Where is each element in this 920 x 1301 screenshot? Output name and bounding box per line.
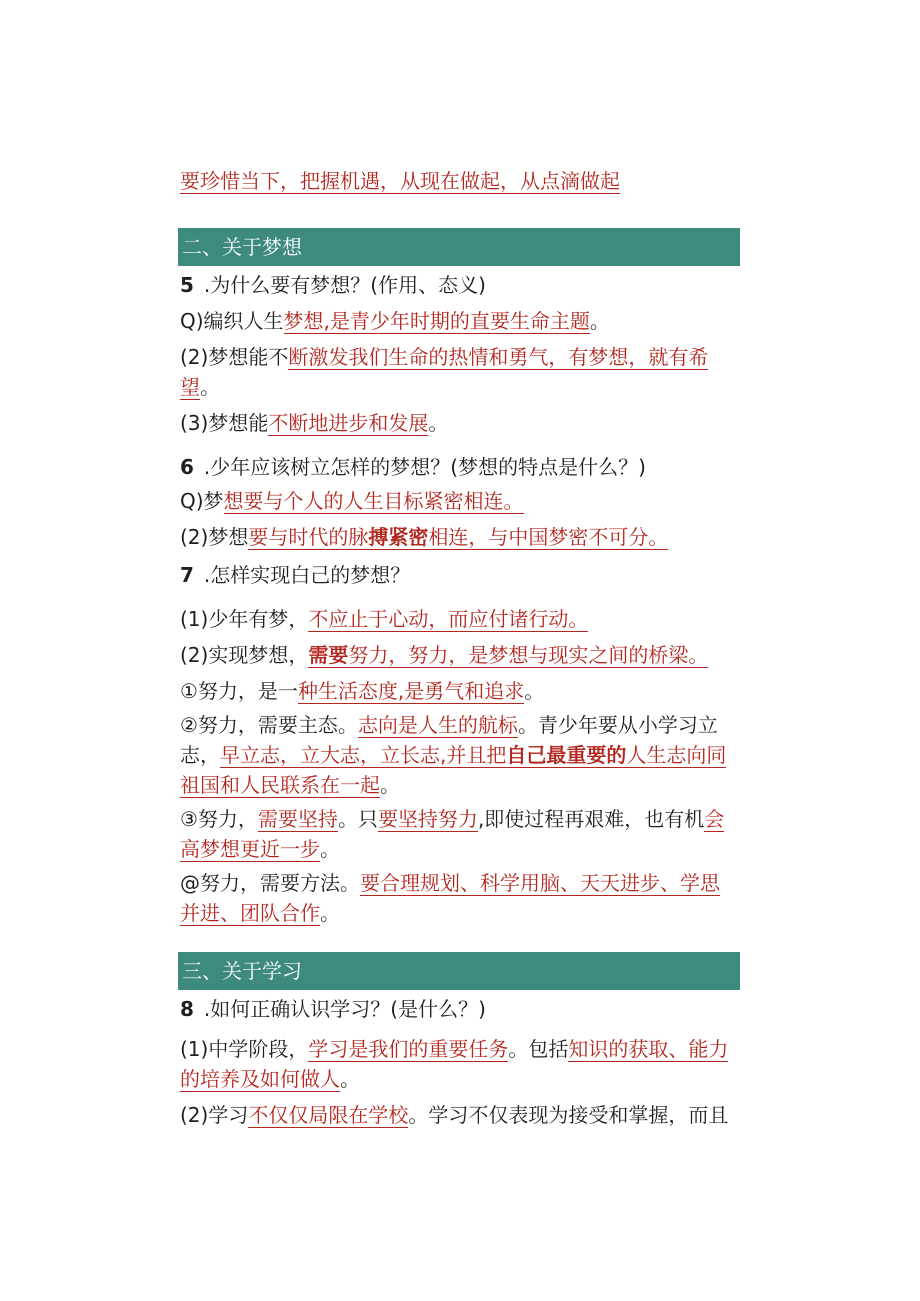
answer-prefix: ①努力，是一: [180, 679, 298, 703]
answer-mid-text: ,即使过程再艰难，也有机: [477, 807, 705, 831]
answer-key-text: 不应止于心动，而应付诸行动。: [308, 607, 589, 631]
answer-suffix: 。: [320, 901, 340, 925]
question-text: .怎样实现白己的梦想？: [203, 563, 411, 587]
answer-key-text: 要坚持努力: [377, 807, 478, 831]
answer-line: [180, 408, 740, 438]
answer-prefix: @努力，需要方法。: [180, 871, 360, 895]
answer-key-text: 种生活态度,是勇气和追求: [297, 679, 525, 703]
answer-key-text: 并进、团队合作: [180, 901, 320, 925]
answer-key-text: 努力，努力，是梦想与现实之间的桥梁。: [348, 643, 709, 667]
answer-key-text: 早立志，立大志，立长志,并且把: [220, 743, 507, 767]
answer-line: [180, 804, 740, 834]
answer-line: [180, 710, 740, 740]
intro-line: [180, 166, 740, 196]
answer-prefix: Q)编织人生: [180, 309, 284, 333]
answer-line: [180, 604, 740, 634]
answer-key-text: 志向是人生的航标: [357, 713, 518, 737]
answer-prefix: (2)梦想: [180, 525, 249, 549]
answer-line: [180, 372, 740, 402]
question-6-title: [180, 452, 740, 482]
answer-key-text: 望: [180, 375, 200, 399]
question-text: .少年应该树立怎样的梦想？(梦想的特点是什么？): [203, 455, 646, 479]
answer-line: [180, 640, 740, 670]
answer-line: [180, 1034, 740, 1064]
answer-line: [180, 676, 740, 706]
answer-suffix: 。学习不仅表现为接受和掌握，而且: [408, 1103, 729, 1127]
answer-line: [180, 1100, 740, 1130]
section-header-learning: 三、关于学习: [178, 952, 740, 990]
answer-prefix: (3)梦想能: [180, 411, 269, 435]
answer-line: [180, 868, 740, 898]
answer-prefix: (2)实现梦想，: [180, 643, 309, 667]
answer-suffix: 。: [340, 1067, 360, 1091]
question-text: .如何正确认识学习？(是什么？): [203, 997, 486, 1021]
answer-key-text: 学习是我们的重要任务: [308, 1037, 509, 1061]
answer-bold-text: 自己最重要的: [506, 743, 627, 767]
answer-suffix: 。: [524, 679, 545, 703]
answer-key-text: 断激发我们生命的热情和勇气，有梦想，就有希: [288, 345, 709, 369]
answer-line: [180, 522, 740, 552]
answer-prefix: 志，: [180, 743, 220, 767]
answer-text: 要珍惜当下，把握机遇，从现在做起，从点滴做起: [180, 169, 620, 193]
answer-suffix: 。: [320, 837, 340, 861]
answer-line: [180, 898, 740, 928]
answer-line: [180, 306, 740, 336]
answer-line: [180, 740, 740, 770]
answer-line: [180, 342, 740, 372]
answer-suffix: 。: [589, 309, 610, 333]
answer-key-text: 人生志向同: [626, 743, 727, 767]
answer-bold-text: 需要: [308, 643, 349, 667]
answer-key-text: 不仅仅局限在学校: [248, 1103, 409, 1127]
question-8-title: [180, 994, 740, 1024]
answer-mid-text: 。包括: [508, 1037, 569, 1061]
answer-suffix: 。: [380, 773, 400, 797]
answer-suffix: 。: [200, 375, 220, 399]
answer-suffix: 。: [428, 411, 449, 435]
question-number: 7: [180, 563, 194, 587]
answer-key-text: 不断地进步和发展: [268, 411, 429, 435]
question-number: 5: [180, 273, 194, 297]
answer-bold-text: 搏紧密: [368, 525, 429, 549]
answer-line: [180, 1064, 740, 1094]
question-number: 8: [180, 997, 194, 1021]
answer-key-text: 需要坚持: [257, 807, 338, 831]
answer-prefix: ③努力，: [180, 807, 258, 831]
answer-line: [180, 770, 740, 800]
answer-prefix: (2)学习: [180, 1103, 249, 1127]
answer-prefix: (1)少年有梦，: [180, 607, 309, 631]
answer-prefix: Q)梦: [180, 489, 224, 513]
question-7-title: [180, 560, 740, 590]
answer-mid-text: 。只: [337, 807, 378, 831]
answer-key-text: 梦想,是青少年时期的直要生命主题: [283, 309, 590, 333]
section-header-dreams: 二、关于梦想: [178, 228, 740, 266]
question-text: .为什么要有梦想？(作用、态义): [203, 273, 486, 297]
answer-key-text: 高梦想更近一步: [180, 837, 320, 861]
answer-line: [180, 486, 740, 516]
answer-key-text: 想要与个人的人生目标紧密相连。: [223, 489, 524, 513]
question-number: 6: [180, 455, 194, 479]
answer-line: [180, 834, 740, 864]
answer-key-text: 的培养及如何做人: [180, 1067, 340, 1091]
answer-key-text: 祖国和人民联系在一起: [180, 773, 380, 797]
answer-suffix: 。青少年要从小学习立: [517, 713, 718, 737]
answer-key-text: 知识的获取、能力: [568, 1037, 729, 1061]
answer-key-text: 要与时代的脉: [248, 525, 369, 549]
answer-prefix: ②努力，需要主态。: [180, 713, 358, 737]
answer-prefix: (2)梦想能不: [180, 345, 289, 369]
answer-key-text: 要合理规划、科学用脑、天天进步、学思: [360, 871, 720, 895]
question-5-title: [180, 270, 740, 300]
answer-prefix: (1)中学阶段，: [180, 1037, 309, 1061]
answer-key-text: 相连，与中国梦密不可分。: [428, 525, 669, 549]
answer-key-text: 会: [704, 807, 725, 831]
